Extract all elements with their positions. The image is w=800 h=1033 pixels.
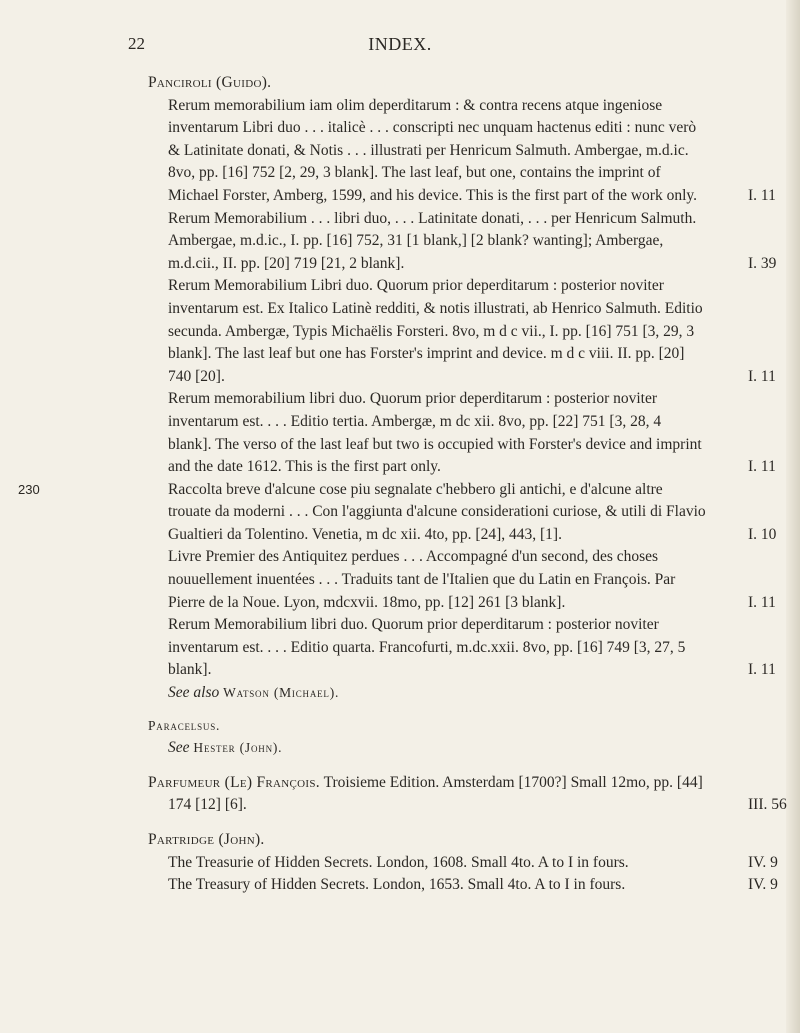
section-gap <box>148 817 708 829</box>
see-also-target: Watson (Michael). <box>223 685 340 701</box>
page-edge <box>786 0 800 1033</box>
index-heading: Panciroli (Guido). <box>148 74 272 91</box>
index-entry <box>148 874 778 897</box>
volume-page-ref: III. 56 <box>748 796 787 814</box>
volume-page-ref: I. 39 <box>748 254 777 272</box>
section-gap <box>148 760 708 772</box>
entry-text: Livre Premier des Antiquitez perdues . . . Accompagné d'un second, des choses nouuellement inuentées . . . Traduits tant de l'Italien que du Latin en François. Par Pierre de la Noue. Lyon, mdcxvii. 18mo, pp. [12] 261 [3 blank]. <box>168 548 676 611</box>
volume-page-ref: IV. 9 <box>748 853 778 871</box>
volume-page-ref: I. 11 <box>748 367 776 385</box>
see-also-prefix: See also <box>168 684 220 702</box>
index-entry <box>148 546 776 614</box>
volume-page-ref: I. 11 <box>748 593 776 611</box>
entry-text: Parfumeur (Le) François. Troisieme Edition. Amsterdam [1700?] Small 12mo, pp. [44] 174 [12] [6]. <box>148 773 703 814</box>
index-entry <box>148 208 777 276</box>
volume-page-ref: I. 11 <box>748 661 776 679</box>
entry-text: Rerum Memorabilium Libri duo. Quorum prior deperditarum : posterior noviter inventarum est. Ex Italico Latinè redditi, & notis illustrati, ab Henrico Salmuth. Editio secunda. Ambergæ, Typis Michaëlis Forsteri. 8vo, m d c vii., I. pp. [16] 751 [3, 29, 3 blank]. The last leaf but one has Forster's imprint and device. m d c viii. II. pp. [20] 740 [20]. <box>168 277 703 385</box>
see-also-reference <box>148 737 708 760</box>
index-entry <box>148 275 776 388</box>
index-entry <box>148 852 778 875</box>
index-entry <box>148 95 776 208</box>
index-entry <box>148 614 776 682</box>
volume-page-ref: I. 10 <box>748 525 777 543</box>
volume-page-ref: IV. 9 <box>748 876 778 894</box>
index-entry <box>148 772 787 817</box>
running-title: INDEX. <box>368 34 432 54</box>
entry-text: Raccolta breve d'alcune cose piu segnalate c'hebbero gli antichi, e d'alcune altre trouate da moderni . . . Con l'aggiunta d'alcune considerationi curiose, & utili di Flavio Gualtieri da Tolentino. Venetia, m dc xii. 4to, pp. [24], 443, [1]. <box>168 480 706 543</box>
entry-text: The Treasury of Hidden Secrets. London, 1653. Small 4to. A to I in fours. <box>168 876 626 894</box>
section-gap <box>148 705 708 715</box>
entry-text: Rerum Memorabilium libri duo. Quorum prior deperditarum : posterior noviter inventarum est. . . . Editio quarta. Francofurti, m.dc.xxii. 8vo, pp. [16] 749 [3, 27, 5 blank]. <box>168 616 686 679</box>
index-heading: Parfumeur (Le) François. <box>148 773 320 791</box>
see-also-target: Hester (John). <box>193 740 283 756</box>
index-heading: Partridge (John). <box>148 831 265 848</box>
index-content <box>18 72 787 897</box>
page-header <box>0 34 800 58</box>
entry-text: The Treasurie of Hidden Secrets. London, 1608. Small 4to. A to I in fours. <box>168 853 629 871</box>
index-entry <box>148 388 776 478</box>
see-also-prefix: See <box>168 739 190 757</box>
entry-text: Rerum Memorabilium . . . libri duo, . . . Latinitate donati, . . . per Henricum Salmuth. Ambergae, m.d.ic., I. pp. [16] 752, 31 [1 blank,] [2 blank? wanting]; Ambergae, m.d.cii., II. pp. [20] 719 [21, 2 blank]. <box>168 209 697 272</box>
index-heading: Paracelsus. <box>148 717 221 733</box>
marginal-number: 230 <box>18 481 40 497</box>
volume-page-ref: I. 11 <box>748 458 776 476</box>
entry-text: Rerum memorabilium libri duo. Quorum prior deperditarum : posterior noviter inventarum est. . . . Editio tertia. Ambergæ, m dc xii. 8vo, pp. [22] 751 [3, 28, 4 blank]. The verso of the last leaf but two is occupied with Forster's device and imprint and the date 1612. This is the first part only. <box>168 390 702 476</box>
page-number: 22 <box>128 34 145 53</box>
index-entry <box>18 479 777 547</box>
volume-page-ref: I. 11 <box>748 186 776 204</box>
entry-text: Rerum memorabilium iam olim deperditarum : & contra recens atque ingeniose inventarum Libri duo . . . italicè . . . conscripti nec unquam hactenus editi : nunc verò & Latinitate donati, & Notis . . . illustrati per Henricum Salmuth. Ambergae, m.d.ic. 8vo, pp. [16] 752 [2, 29, 3 blank]. The last leaf, but one, contains the imprint of Michael Forster, Amberg, 1599, and his device. This is the first part of the work only. <box>168 96 698 204</box>
see-also-reference <box>148 682 708 705</box>
